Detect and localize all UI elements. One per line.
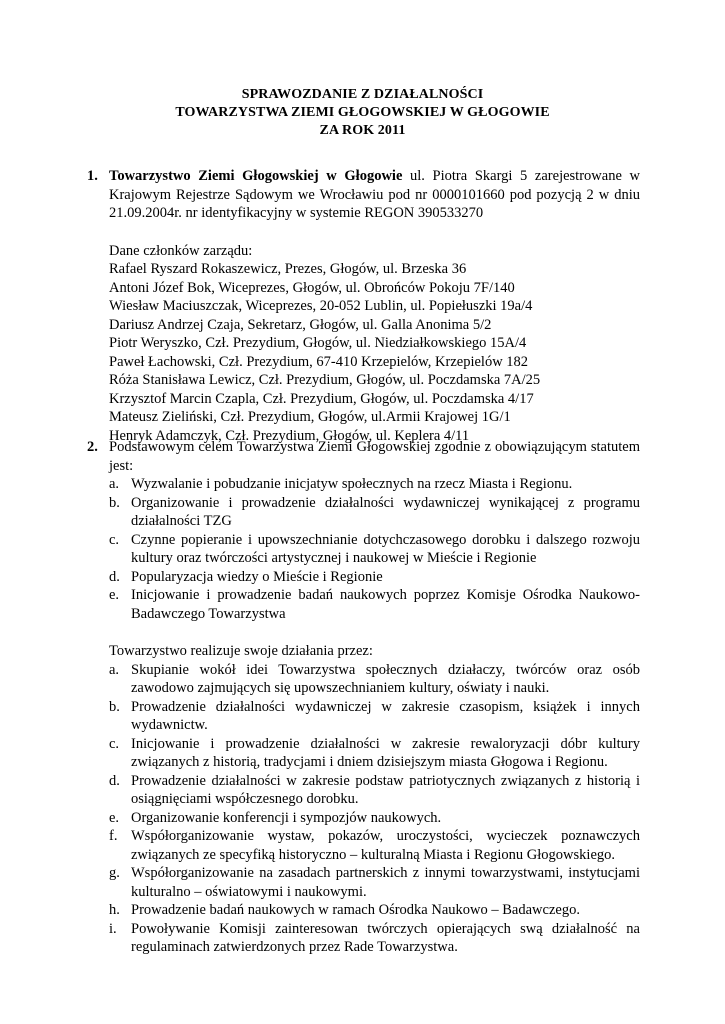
board-members (109, 242, 640, 446)
list-marker: i. (109, 920, 117, 937)
board-member: Piotr Weryszko, Czł. Prezydium, Głogów, ul. Niedziałkowskiego 15A/4 (109, 335, 527, 351)
list-marker: g. (109, 865, 120, 881)
list-item-text: Skupianie wokół idei Towarzystwa społecznych działaczy, twórców oraz osób zawodowo zajmujących się upowszechnianiem kultury, oświaty i nauki. (131, 661, 640, 696)
goals-list (109, 475, 640, 623)
organization-name: Towarzystwo Ziemi Głogowskiej w Głogowie (109, 168, 403, 184)
list-item-text: Prowadzenie badań naukowych w ramach Ośrodka Naukowo – Badawczego. (131, 902, 580, 918)
list-marker: a. (109, 661, 120, 678)
board-member: Rafael Ryszard Rokaszewicz, Prezes, Głogów, ul. Brzeska 36 (109, 261, 467, 277)
title-line-3: ZA ROK 2011 (319, 123, 406, 138)
list-marker: e. (109, 809, 120, 826)
list-item (109, 698, 640, 735)
means-list (109, 661, 640, 957)
list-marker: d. (109, 772, 120, 789)
list-item (109, 864, 640, 901)
title-line-1: SPRAWOZDANIE Z DZIAŁALNOŚCI (241, 87, 484, 102)
list-item-text: Wyzwalanie i pobudzanie inicjatyw społecznych na rzecz Miasta i Regionu. (131, 476, 573, 492)
list-marker: c. (109, 531, 120, 548)
list-marker: b. (109, 494, 120, 511)
board-member: Mateusz Zieliński, Czł. Prezydium, Głogów, ul.Armii Krajowej 1G/1 (109, 409, 511, 425)
list-item-text: Inicjowanie i prowadzenie badań naukowych poprzez Komisje Ośrodka Naukowo-Badawczego Towarzystwa (131, 587, 640, 622)
list-marker: h. (109, 902, 120, 918)
list-marker: c. (109, 735, 120, 752)
list-item-text: Czynne popieranie i upowszechnianie dotychczasowego dorobku i dalszego rozwoju kultury oraz twórczości artystycznej i naukowej w Mieście i Regionie (131, 531, 640, 566)
board-member: Antoni Józef Bok, Wiceprezes, Głogów, ul. Obrońców Pokoju 7F/140 (109, 279, 515, 296)
list-item-text: Współorganizowanie wystaw, pokazów, uroczystości, wycieczek poznawczych związanych ze specyfiką historyczno – kulturalną Miasta i Regionu Głogowskiego. (131, 828, 640, 863)
board-member: Krzysztof Marcin Czapla, Czł. Prezydium, Głogów, ul. Poczdamska 4/17 (109, 390, 534, 407)
list-item (109, 827, 640, 864)
list-item-text: Organizowanie konferencji i sympozjów naukowych. (131, 809, 442, 826)
list-item-text: Prowadzenie działalności wydawniczej w zakresie czasopism, książek i innych wydawnictw. (131, 698, 640, 733)
list-marker: f. (109, 828, 118, 844)
list-item (109, 568, 640, 587)
list-marker: d. (109, 568, 120, 585)
list-item (109, 475, 640, 494)
organization-details: ul. Piotra Skargi 5 zarejestrowane w Krajowym Rejestrze Sądowym we Wrocławiu pod nr 0000101660 pod pozycją 2 w dniu 21.09.2004r. nr identyfikacyjny w systemie REGON 390533270 (109, 168, 640, 221)
list-item-text: Popularyzacja wiedzy o Mieście i Regionie (131, 568, 383, 585)
board-member: Dariusz Andrzej Czaja, Sekretarz, Głogów, ul. Galla Anonima 5/2 (109, 316, 492, 333)
document-title (0, 86, 725, 140)
list-item-text: Prowadzenie działalności w zakresie podstaw patriotycznych związanych z historią i osiągnięciami współczesnego dorobku. (131, 772, 640, 807)
list-item (109, 586, 640, 623)
list-marker: e. (109, 587, 120, 603)
list-item (109, 661, 640, 698)
list-item (109, 772, 640, 809)
list-marker: b. (109, 698, 120, 715)
list-marker: a. (109, 476, 120, 492)
list-item (109, 494, 640, 531)
board-member: Henryk Adamczyk, Czł. Prezydium, Głogów, ul. Keplera 4/11 (109, 427, 470, 444)
list-item-text: Powoływanie Komisji zainteresowan twórczych opierających swą działalność na regulaminach zatwierdzonych przez Rade Towarzystwa. (131, 920, 640, 955)
list-item (109, 735, 640, 772)
section-1-paragraph (109, 167, 640, 223)
section-2-number: 2. (87, 439, 98, 455)
list-item (109, 809, 640, 828)
list-item-text: Organizowanie i prowadzenie działalności wydawniczej wynikającej z programu działalności TZG (131, 494, 640, 529)
list-item-text: Współorganizowanie na zasadach partnerskich z innymi towarzystwami, instytucjami kulturalno – oświatowymi i naukowymi. (131, 865, 640, 900)
list-item (109, 920, 640, 957)
board-member: Paweł Łachowski, Czł. Prezydium, 67-410 Krzepielów, Krzepielów 182 (109, 353, 529, 370)
list-item (109, 901, 640, 920)
list-item (109, 531, 640, 568)
section-1 (87, 167, 640, 445)
board-member: Róża Stanisława Lewicz, Czł. Prezydium, Głogów, ul. Poczdamska 7A/25 (109, 372, 541, 388)
section-2 (87, 438, 640, 957)
means-intro: Towarzystwo realizuje swoje działania przez: (109, 643, 373, 659)
board-members-heading: Dane członków zarządu: (109, 242, 253, 259)
section-1-number: 1. (87, 168, 98, 184)
section-2-intro: Podstawowym celem Towarzystwa Ziemi Głogowskiej zgodnie z obowiązującym statutem jest: (109, 439, 640, 474)
title-line-2: TOWARZYSTWA ZIEMI GŁOGOWSKIEJ W GŁOGOWIE (175, 105, 550, 120)
list-item-text: Inicjowanie i prowadzenie działalności w zakresie rewaloryzacji dóbr kultury związanych z historią, tradycjami i dniem dzisiejszym miasta Głogowa i Regionu. (131, 735, 640, 770)
board-member: Wiesław Maciuszczak, Wiceprezes, 20-052 Lublin, ul. Popiełuszki 19a/4 (109, 298, 533, 314)
